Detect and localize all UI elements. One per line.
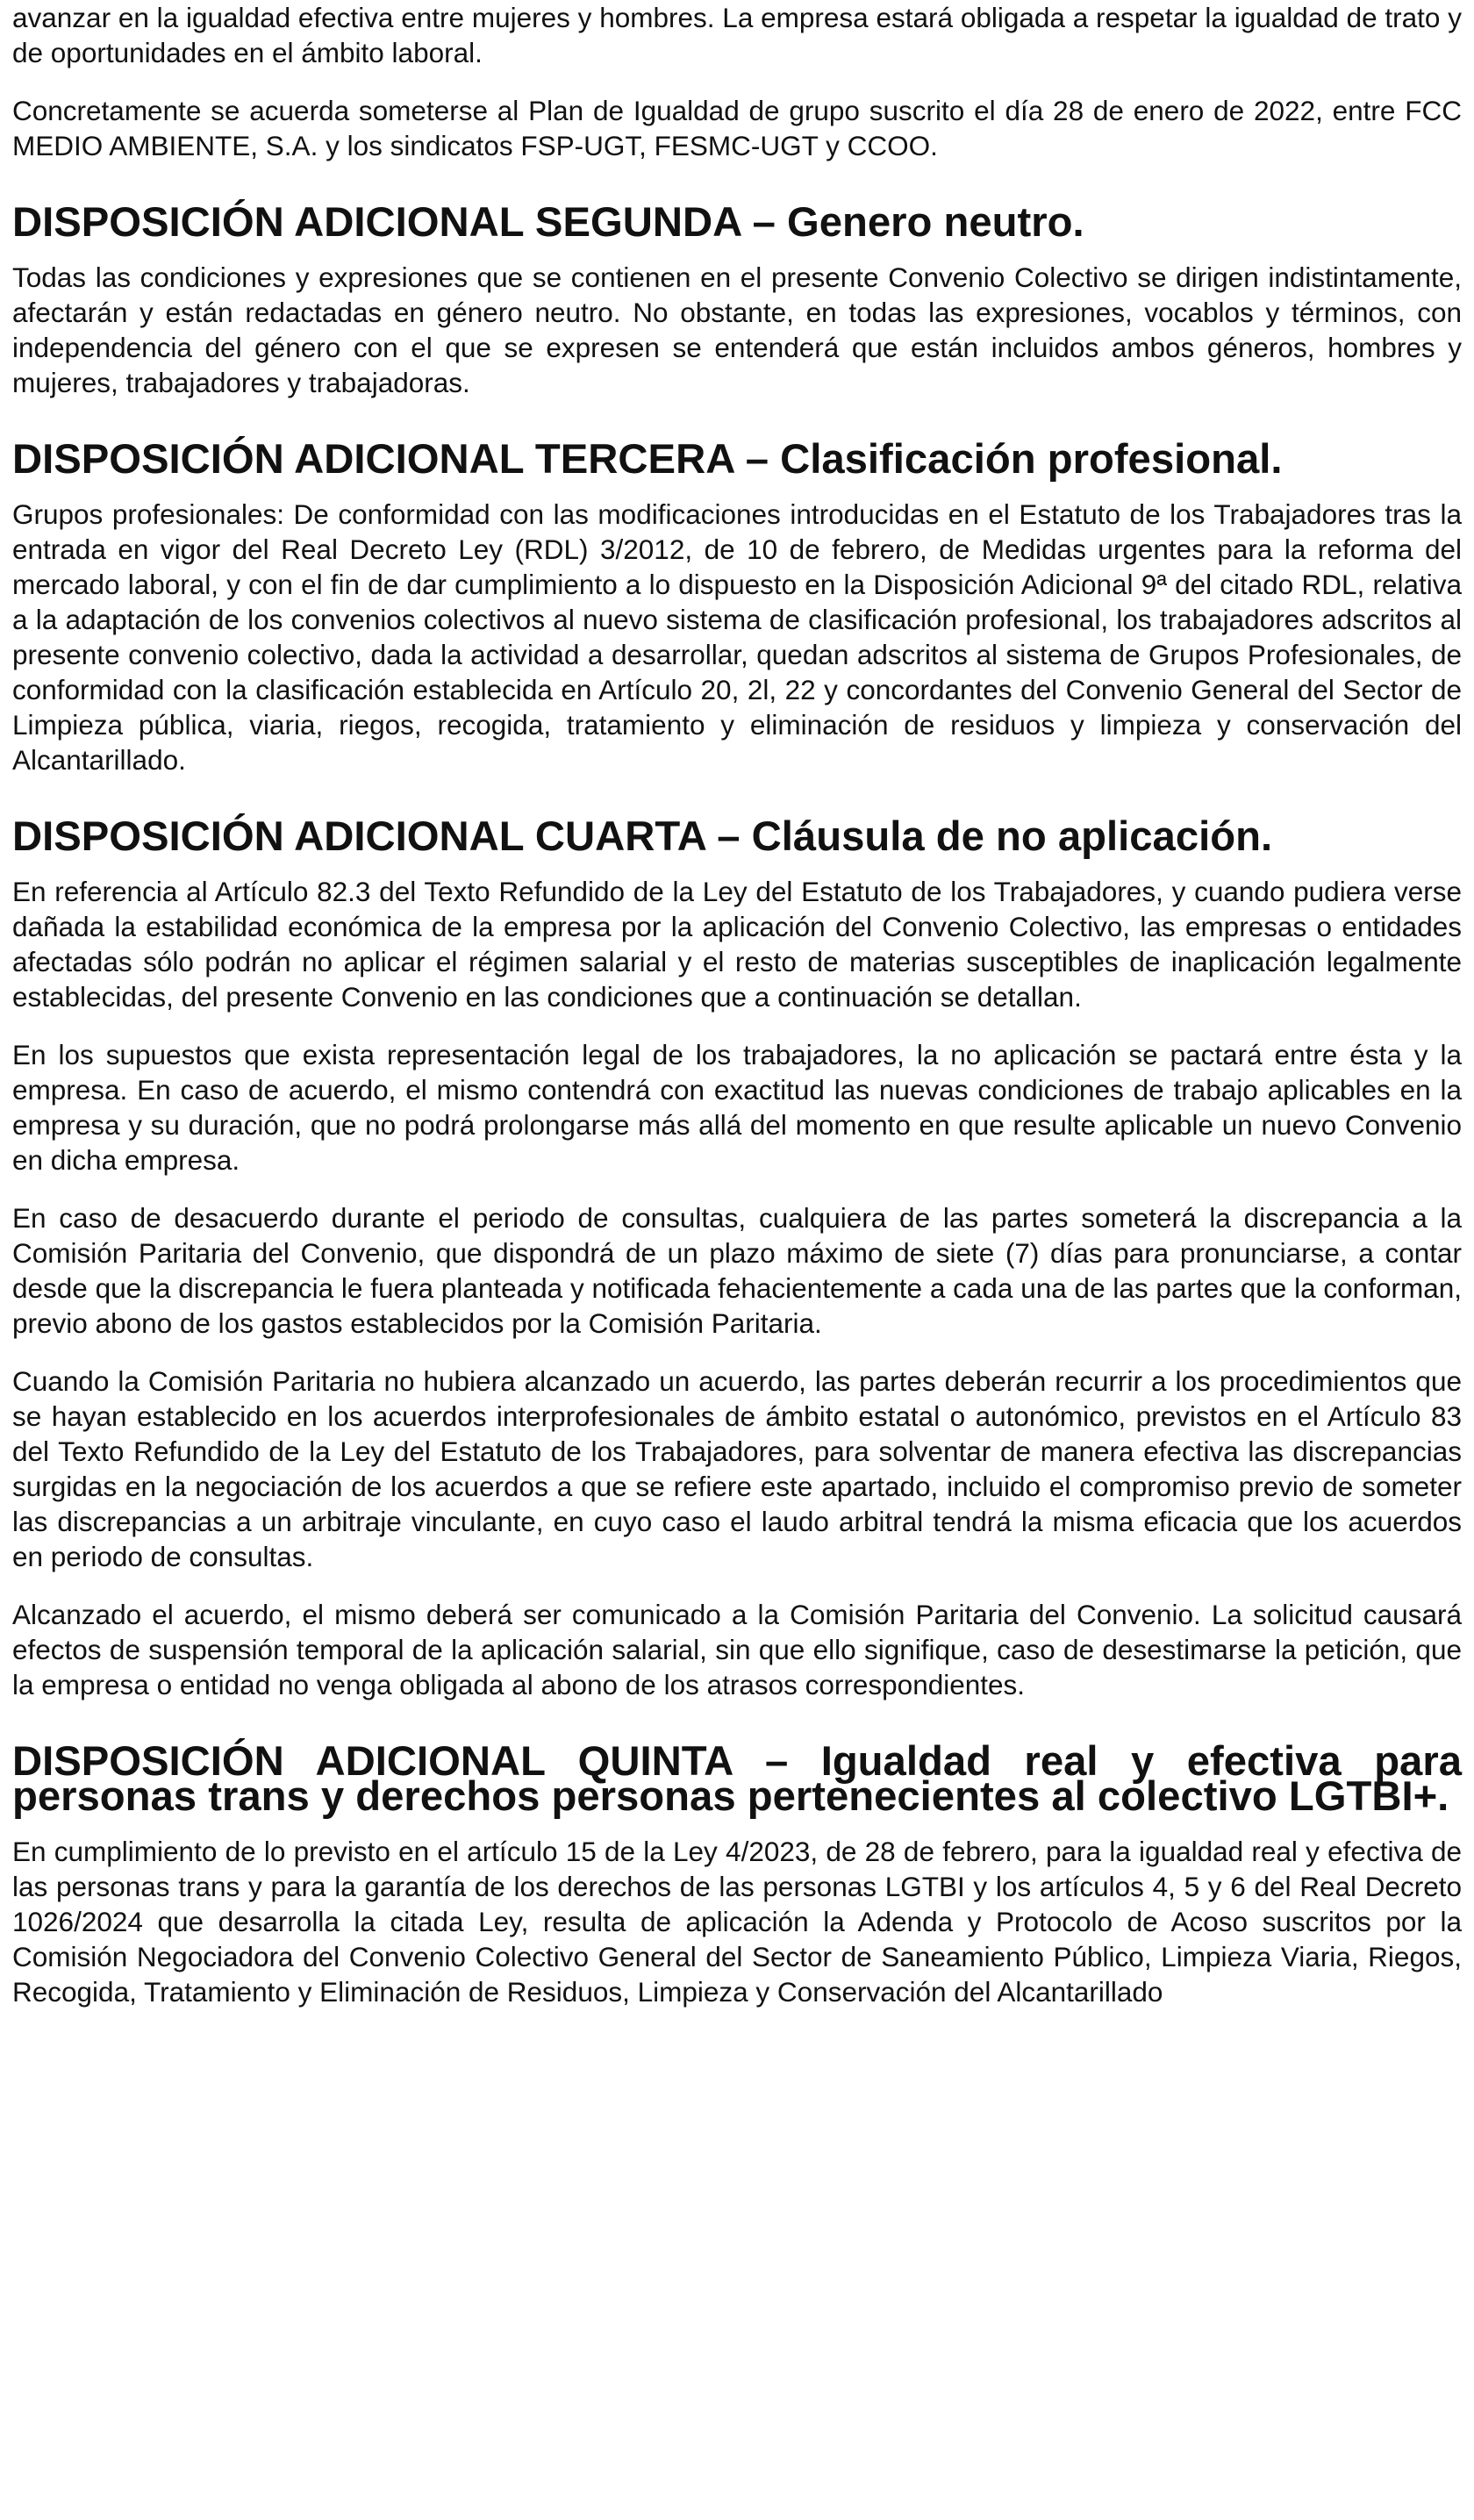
paragraph-articulo-82: En referencia al Artículo 82.3 del Texto Refundido de la Ley del Estatuto de los Trabajadores, y cuando pudiera verse dañada la estabilidad económica de la empresa por la aplicación del Convenio Colectivo, las empresas o entidades afectadas sólo podrán no aplicar el régimen salarial y el resto de materias susceptibles de inaplicación legalmente establecidas, del presente Convenio en las condiciones que a continuación se detallan. bbox=[12, 876, 1462, 1013]
heading-disposicion-segunda: DISPOSICIÓN ADICIONAL SEGUNDA – Genero neutro. bbox=[12, 199, 1084, 246]
paragraph-plan-igualdad: Concretamente se acuerda someterse al Plan de Igualdad de grupo suscrito el día 28 de enero de 2022, entre FCC MEDIO AMBIENTE, S.A. y los sindicatos FSP-UGT, FESMC-UGT y CCOO. bbox=[12, 95, 1462, 161]
heading-disposicion-cuarta: DISPOSICIÓN ADICIONAL CUARTA – Cláusula de no aplicación. bbox=[12, 813, 1273, 860]
paragraph-ley-4-2023: En cumplimiento de lo previsto en el artículo 15 de la Ley 4/2023, de 28 de febrero, para la igualdad real y efectiva de las personas trans y para la garantía de los derechos de las personas LGTBI y los artículos 4, 5 y 6 del Real Decreto 1026/2024 que desarrolla la citada Ley, resulta de aplicación la Adenda y Protocolo de Acoso suscritos por la Comisión Negociadora del Convenio Colectivo General del Sector de Saneamiento Público, Limpieza Viaria, Riegos, Recogida, Tratamiento y Eliminación de Residuos, Limpieza y Conservación del Alcantarillado bbox=[12, 1836, 1462, 2008]
heading-disposicion-tercera: DISPOSICIÓN ADICIONAL TERCERA – Clasificación profesional. bbox=[12, 436, 1283, 483]
paragraph-grupos-profesionales: Grupos profesionales: De conformidad con las modificaciones introducidas en el Estatuto de los Trabajadores tras la entrada en vigor del Real Decreto Ley (RDL) 3/2012, de 10 de febrero, de Medidas urgentes para la reforma del mercado laboral, y con el fin de dar cumplimiento a lo dispuesto en la Disposición Adicional 9ª del citado RDL, relativa a la adaptación de los convenios colectivos al nuevo sistema de clasificación profesional, los trabajadores adscritos al presente convenio colectivo, dada la actividad a desarrollar, quedan adscritos al sistema de Grupos Profesionales, de conformidad con la clasificación establecida en Artículo 20, 2l, 22 y concordantes del Convenio General del Sector de Limpieza pública, viaria, riegos, recogida, tratamiento y eliminación de residuos y limpieza y conservación del Alcantarillado. bbox=[12, 498, 1462, 776]
paragraph-acuerdo-comunicado: Alcanzado el acuerdo, el mismo deberá ser comunicado a la Comisión Paritaria del Convenio. La solicitud causará efectos de suspensión temporal de la aplicación salarial, sin que ello signifique, caso de desestimarse la petición, que la empresa o entidad no venga obligada al abono de los atrasos correspondientes. bbox=[12, 1599, 1462, 1700]
paragraph-genero-neutro: Todas las condiciones y expresiones que se contienen en el presente Convenio Colectivo se dirigen indistintamente, afectarán y están redactadas en género neutro. No obstante, en todas las expresiones, vocablos y términos, con independencia del género con el que se expresen se entenderá que están incluidos ambos géneros, hombres y mujeres, trabajadores y trabajadoras. bbox=[12, 261, 1462, 398]
paragraph-representacion-legal: En los supuestos que exista representación legal de los trabajadores, la no aplicación se pactará entre ésta y la empresa. En caso de acuerdo, el mismo contendrá con exactitud las nuevas condiciones de trabajo aplicables en la empresa y su duración, que no podrá prolongarse más allá del momento en que resulte aplicable un nuevo Convenio en dicha empresa. bbox=[12, 1039, 1462, 1176]
paragraph-comision-paritaria: Cuando la Comisión Paritaria no hubiera alcanzado un acuerdo, las partes deberán recurrir a los procedimientos que se hayan establecido en los acuerdos interprofesionales de ámbito estatal o autonómico, previstos en el Artículo 83 del Texto Refundido de la Ley del Estatuto de los Trabajadores, para solventar de manera efectiva las discrepancias surgidas en la negociación de los acuerdos a que se refiere este apartado, incluido el compromiso previo de someter las discrepancias a un arbitraje vinculante, en cuyo caso el laudo arbitral tendrá la misma eficacia que los acuerdos en periodo de consultas. bbox=[12, 1365, 1462, 1572]
paragraph-desacuerdo: En caso de desacuerdo durante el periodo de consultas, cualquiera de las partes someterá la discrepancia a la Comisión Paritaria del Convenio, que dispondrá de un plazo máximo de siete (7) días para pronunciarse, a contar desde que la discrepancia le fuera planteada y notificada fehacientemente a cada una de las partes que la conforman, previo abono de los gastos establecidos por la Comisión Paritaria. bbox=[12, 1202, 1462, 1339]
paragraph-igualdad-intro: avanzar en la igualdad efectiva entre mujeres y hombres. La empresa estará obligada a respetar la igualdad de trato y de oportunidades en el ámbito laboral. bbox=[12, 2, 1462, 68]
heading-disposicion-quinta: DISPOSICIÓN ADICIONAL QUINTA – Igualdad real y efectiva para personas trans y derechos personas pertenecientes al colectivo LGTBI+. bbox=[12, 1738, 1462, 1820]
